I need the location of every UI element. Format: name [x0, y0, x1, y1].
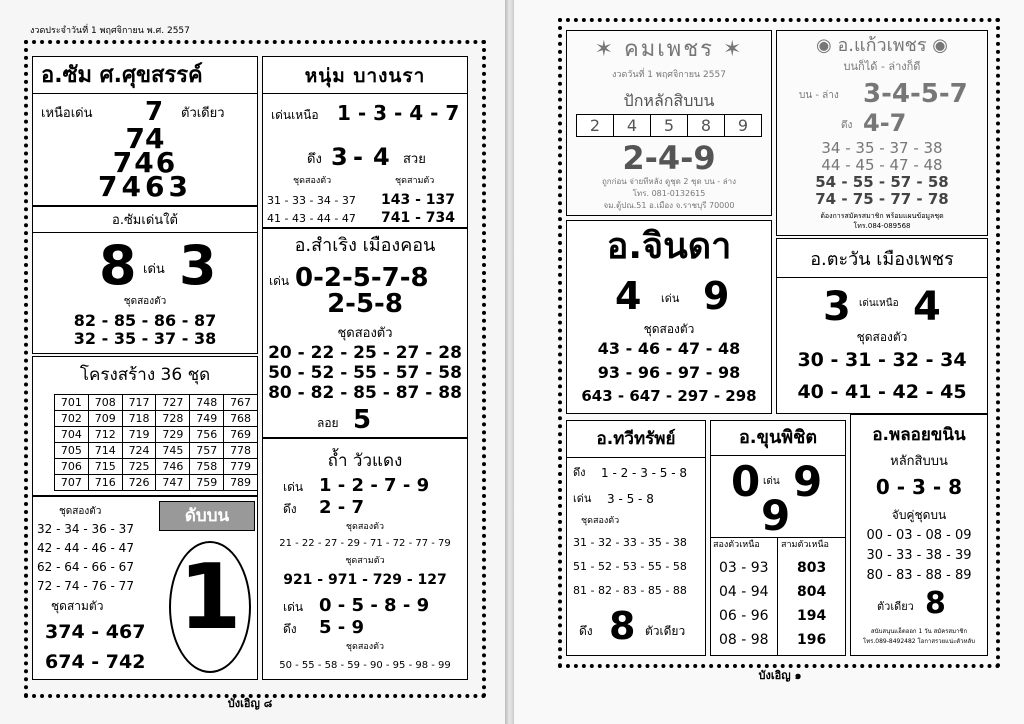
nuea-den-label: เหนือเด่น: [41, 106, 93, 121]
tawan-title: อ.ตะวัน เมืองเพชร: [810, 249, 954, 270]
thawi-row: 81 - 82 - 83 - 85 - 88: [573, 584, 687, 597]
khun-col1: 03 - 93: [719, 560, 769, 576]
table-cell: 702: [55, 411, 89, 427]
den-label: เด่น: [283, 600, 304, 614]
set-row: 32 - 34 - 36 - 37: [37, 522, 134, 536]
den-label: เด่น: [661, 292, 680, 305]
thawi-num: 8: [609, 604, 636, 648]
kaew-row: 44 - 45 - 47 - 48: [821, 156, 943, 174]
chud-song-label: ชุดสองตัว: [59, 506, 102, 517]
den-nuea-label: เด่นเหนือ: [271, 108, 319, 122]
nuea-den-num: 7: [145, 97, 164, 127]
dueng-num-a: 3: [331, 143, 348, 171]
thawi-title: อ.ทวีทรัพย์: [596, 429, 676, 449]
dash: -: [353, 143, 363, 171]
num-title: หนุ่ม บางนรา: [304, 65, 426, 87]
num-box: [262, 56, 468, 228]
jinda-box: [566, 220, 772, 414]
khun-col2: 194: [797, 608, 827, 624]
table-row: [55, 475, 258, 491]
den-label: เด่น: [143, 262, 165, 277]
song-row: 50 - 55 - 58 - 59 - 90 - 95 - 98 - 99: [279, 660, 451, 671]
kaew-title: [777, 37, 987, 55]
issue-date: งวดประจำวันที่ 1 พฤศจิกายน พ.ศ. 2557: [30, 26, 190, 36]
table-cell: 779: [224, 459, 258, 475]
lak-label: ปักหลักสิบบน: [623, 91, 715, 110]
chud-sam-label: ชุดสามตัว: [345, 556, 385, 566]
dueng-nums: 4-7: [863, 109, 907, 137]
khomphet-digits: [576, 114, 762, 137]
table-cell: 705: [55, 443, 89, 459]
chud-song-label: ชุดสองตัว: [345, 522, 385, 532]
table-cell: 745: [156, 443, 190, 459]
den-nums: 3 - 5 - 8: [607, 492, 654, 506]
sam-row: 374 - 467: [45, 621, 146, 643]
den-nums: 1 - 2 - 7 - 9: [319, 475, 430, 496]
tawan-box: [776, 238, 988, 414]
table-cell: 726: [122, 475, 156, 491]
khun-title: อ.ขุนพิชิต: [738, 427, 818, 448]
table-cell: 716: [88, 475, 122, 491]
sam-row: 921 - 971 - 729 - 127: [283, 572, 447, 588]
h-song-label: ชุดสองตัว: [293, 176, 332, 186]
table-cell: 757: [190, 443, 224, 459]
table-cell: 718: [122, 411, 156, 427]
khomphet-date: งวดวันที่ 1 พฤศจิกายน 2557: [612, 70, 726, 80]
den-tai-title: อ.ซัมเด่นใต้: [112, 213, 178, 228]
tua-diao-label: ตัวเดียว: [181, 106, 225, 121]
dueng-num-b: 4: [373, 143, 390, 171]
tham-title: ถ้ำ วัวแดง: [327, 451, 403, 471]
table-row: [577, 115, 762, 137]
jinda-num-b: 9: [703, 274, 730, 318]
table-cell: 706: [55, 459, 89, 475]
big-num-a: 8: [99, 234, 137, 297]
thawi-row: 51 - 52 - 53 - 55 - 58: [573, 560, 687, 573]
khun-num-c: 9: [761, 491, 791, 540]
table-cell: 709: [88, 411, 122, 427]
table-cell: 789: [224, 475, 258, 491]
page-footer: บังเอิญ ๑: [758, 669, 802, 682]
table-row: [55, 459, 258, 475]
h-song-label: สองตัวเหนือ: [713, 540, 760, 550]
set-row: 72 - 74 - 76 - 77: [37, 579, 134, 593]
tua-diao-label: ตัวเดียว: [877, 600, 914, 613]
chud-song-label: ชุดสองตัว: [581, 516, 620, 526]
loi-label: ลอย: [317, 416, 339, 430]
divider: [567, 457, 705, 458]
thawi-row: 31 - 32 - 33 - 35 - 38: [573, 536, 687, 549]
khun-num-b: 9: [793, 457, 823, 506]
digit-cell: 4: [614, 115, 651, 137]
ploy-title: อ.พลอยขนิน: [872, 425, 966, 445]
kaew-tel: โทร.084-089568: [853, 222, 911, 230]
den-label: เด่น: [283, 480, 304, 494]
divider: [33, 232, 257, 233]
den-nums: 0-2-5-7-8: [295, 263, 429, 293]
den-label: เด่น: [573, 492, 592, 505]
chud-song-label: ชุดสองตัว: [643, 322, 695, 336]
jap-label: จับคู่ชุดบน: [891, 508, 947, 522]
table-cell: 725: [122, 459, 156, 475]
table-cell: 728: [156, 411, 190, 427]
ploy-row: 80 - 83 - 88 - 89: [866, 568, 972, 583]
digit-cell: 2: [577, 115, 614, 137]
table-cell: 748: [190, 395, 224, 411]
kaew-row: 54 - 55 - 57 - 58: [815, 173, 949, 191]
lak-nums: 0 - 3 - 8: [875, 475, 963, 499]
contact-line: จม.ตู้ปณ.51 อ.เมือง จ.ราชบุรี 70000: [603, 201, 735, 210]
kaew-contact: ต้องการสมัครสมาชิก พร้อมแผนข้อมูลชุด: [820, 212, 944, 220]
tawan-row: 40 - 41 - 42 - 45: [797, 381, 967, 403]
table-cell: 714: [88, 443, 122, 459]
divider: [263, 93, 467, 94]
dueng-label: ดึง: [573, 466, 586, 479]
set-row: 41 - 43 - 44 - 47: [267, 212, 356, 225]
ploy-box: [850, 414, 988, 656]
samroeng-box: [262, 228, 468, 438]
table-cell: 715: [88, 459, 122, 475]
kaew-box: [776, 30, 988, 236]
chud-song-label: ชุดสองตัว: [337, 326, 393, 341]
star-icon: ✶: [714, 37, 744, 62]
table-cell: 712: [88, 427, 122, 443]
jinda-title: อ.จินดา: [606, 226, 732, 267]
table-cell: 767: [224, 395, 258, 411]
samroeng-title: อ.สำเริง เมืองคอน: [294, 235, 436, 256]
dueng-label: ดึง: [307, 152, 322, 167]
gem-icon: ◉: [926, 35, 948, 56]
table-cell: 701: [55, 395, 89, 411]
table-cell: 747: [156, 475, 190, 491]
krongsang-title: โครงสร้าง 36 ชุด: [79, 365, 211, 385]
som-box: [32, 56, 258, 206]
khun-box: [710, 420, 846, 656]
table-cell: 778: [224, 443, 258, 459]
khun-col2: 803: [797, 560, 827, 576]
tham-box: [262, 438, 468, 680]
khun-col2: 196: [797, 632, 827, 648]
contact-line: โทร. 081-0132615: [632, 189, 706, 198]
jinda-row: 43 - 46 - 47 - 48: [597, 339, 741, 358]
lak-label: หลักสิบบน: [890, 454, 948, 469]
kaew-row: 34 - 35 - 37 - 38: [821, 139, 943, 157]
bl-label: บน - ล่าง: [799, 90, 839, 101]
h-sam-label: สามตัวเหนือ: [781, 540, 829, 550]
jinda-row: 643 - 647 - 297 - 298: [581, 387, 757, 405]
table-row: [55, 411, 258, 427]
pyramid-row: 74: [125, 122, 165, 155]
table-cell: 769: [224, 427, 258, 443]
ploy-row: 00 - 03 - 08 - 09: [866, 528, 972, 543]
khun-col1: 08 - 98: [719, 632, 769, 648]
dueng-nums: 1 - 2 - 3 - 5 - 8: [601, 466, 688, 480]
sam-row: 143 - 137: [381, 192, 456, 208]
sam-row: 674 - 742: [45, 651, 146, 673]
chud-song-label: ชุดสองตัว: [123, 296, 167, 307]
khomphet-title: [567, 39, 771, 61]
jinda-row: 93 - 96 - 97 - 98: [597, 363, 741, 382]
page-gutter: [505, 0, 514, 724]
dueng-label: ดึง: [841, 120, 853, 131]
divider: [711, 537, 845, 538]
loi-num: 5: [353, 405, 372, 435]
jinda-num-a: 4: [615, 274, 642, 318]
chud-sam-label: ชุดสามตัว: [51, 599, 104, 613]
thawi-box: [566, 420, 706, 656]
khomphet-title-text: คมเพชร: [624, 37, 714, 62]
table-cell: 717: [122, 395, 156, 411]
sub-nums: 2-5-8: [327, 289, 403, 319]
dueng-label: ดึง: [579, 624, 593, 638]
den-label: เด่น: [269, 274, 290, 288]
set-row: 80 - 82 - 85 - 87 - 88: [268, 383, 462, 403]
sam-row: 741 - 734: [381, 210, 456, 226]
kaew-row: 74 - 75 - 77 - 78: [815, 190, 949, 208]
suay-label: สวย: [403, 152, 426, 167]
khun-col1: 06 - 96: [719, 608, 769, 624]
pyramid-row: 746: [112, 146, 178, 179]
set-row: 50 - 52 - 55 - 57 - 58: [268, 363, 462, 383]
star-icon: ✶: [594, 37, 624, 62]
page-footer: บังเอิญ ๘: [227, 697, 273, 710]
table-cell: 759: [190, 475, 224, 491]
song-row: 21 - 22 - 27 - 29 - 71 - 72 - 77 - 79: [279, 538, 451, 549]
khun-num-a: 0: [731, 457, 761, 506]
tawan-num-a: 3: [823, 284, 851, 330]
tua-diao-label: ตัวเดียว: [645, 624, 686, 638]
table-cell: 727: [156, 395, 190, 411]
dueng-label: ดึง: [283, 502, 297, 516]
table-cell: 746: [156, 459, 190, 475]
dueng-label: ดึง: [283, 622, 297, 636]
big-num-b: 3: [179, 234, 217, 297]
kaew-sub: บนก็ได้ - ล่างก็ดี: [843, 60, 921, 73]
kaew-title-text: อ.แก้วเพชร: [837, 35, 927, 56]
khomphet-big: 2-4-9: [622, 139, 716, 177]
den-nums: 0 - 5 - 8 - 9: [319, 595, 430, 616]
ploy-row: 30 - 33 - 38 - 39: [866, 548, 972, 563]
krongsang-table: [54, 394, 258, 491]
table-cell: 708: [88, 395, 122, 411]
digit-cell: 8: [688, 115, 725, 137]
ploy-num: 8: [925, 586, 946, 621]
ploy-contact: โทร.089-8492482 โอกาสรวยแน่ะตัวหลับ: [862, 638, 976, 645]
contact-line: ถูกก่อน จ่ายทีหลัง ดูชุด 2 ชุด บน - ล่าง: [601, 177, 737, 186]
digit-cell: 9: [725, 115, 762, 137]
khun-col1: 04 - 94: [719, 584, 769, 600]
divider: [777, 537, 778, 656]
set-row: 62 - 64 - 66 - 67: [37, 560, 134, 574]
som-den-tai-box: [32, 206, 258, 354]
divider: [711, 455, 845, 456]
set-row: 32 - 35 - 37 - 38: [73, 329, 217, 348]
table-cell: 729: [156, 427, 190, 443]
table-row: [55, 443, 258, 459]
ploy-contact: สนับสนุนแฮ็ดออก 1 วัน สมัครสมาชิก: [870, 628, 968, 635]
chud-song-label: ชุดสองตัว: [856, 330, 908, 344]
dueng-nums: 5 - 9: [319, 617, 365, 638]
h-sam-label: ชุดสามตัว: [395, 176, 435, 186]
den-nuea-nums: 1 - 3 - 4 - 7: [337, 101, 460, 125]
set-row: 20 - 22 - 25 - 27 - 28: [268, 343, 462, 363]
table-row: [55, 395, 258, 411]
divider: [777, 277, 987, 278]
gem-icon: ◉: [816, 35, 838, 56]
set-row: 82 - 85 - 86 - 87: [73, 311, 217, 330]
table-cell: 756: [190, 427, 224, 443]
khun-col2: 804: [797, 584, 827, 600]
bl-nums: 3-4-5-7: [863, 79, 968, 109]
table-cell: 768: [224, 411, 258, 427]
table-cell: 719: [122, 427, 156, 443]
table-cell: 704: [55, 427, 89, 443]
tawan-num-b: 4: [913, 284, 941, 330]
den-nuea-label: เด่นเหนือ: [859, 298, 899, 309]
bottom-left-box: [32, 496, 258, 680]
set-row: 42 - 44 - 46 - 47: [37, 541, 134, 555]
dip-num: 1: [178, 545, 242, 650]
tawan-row: 30 - 31 - 32 - 34: [797, 349, 967, 371]
table-cell: 724: [122, 443, 156, 459]
dip-bon-banner: ดับบน: [159, 501, 255, 531]
table-cell: 707: [55, 475, 89, 491]
chud-song-label: ชุดสองตัว: [345, 642, 385, 652]
digit-cell: 5: [651, 115, 688, 137]
set-row: 31 - 33 - 34 - 37: [267, 194, 356, 207]
table-cell: 758: [190, 459, 224, 475]
divider: [33, 93, 257, 94]
som-title: อ.ซัม ศ.ศุขสรรค์: [41, 63, 203, 88]
pyramid-row: 7463: [98, 170, 192, 203]
dueng-nums: 2 - 7: [319, 497, 365, 518]
table-cell: 749: [190, 411, 224, 427]
table-row: [55, 427, 258, 443]
den-label: เด่น: [763, 476, 780, 487]
